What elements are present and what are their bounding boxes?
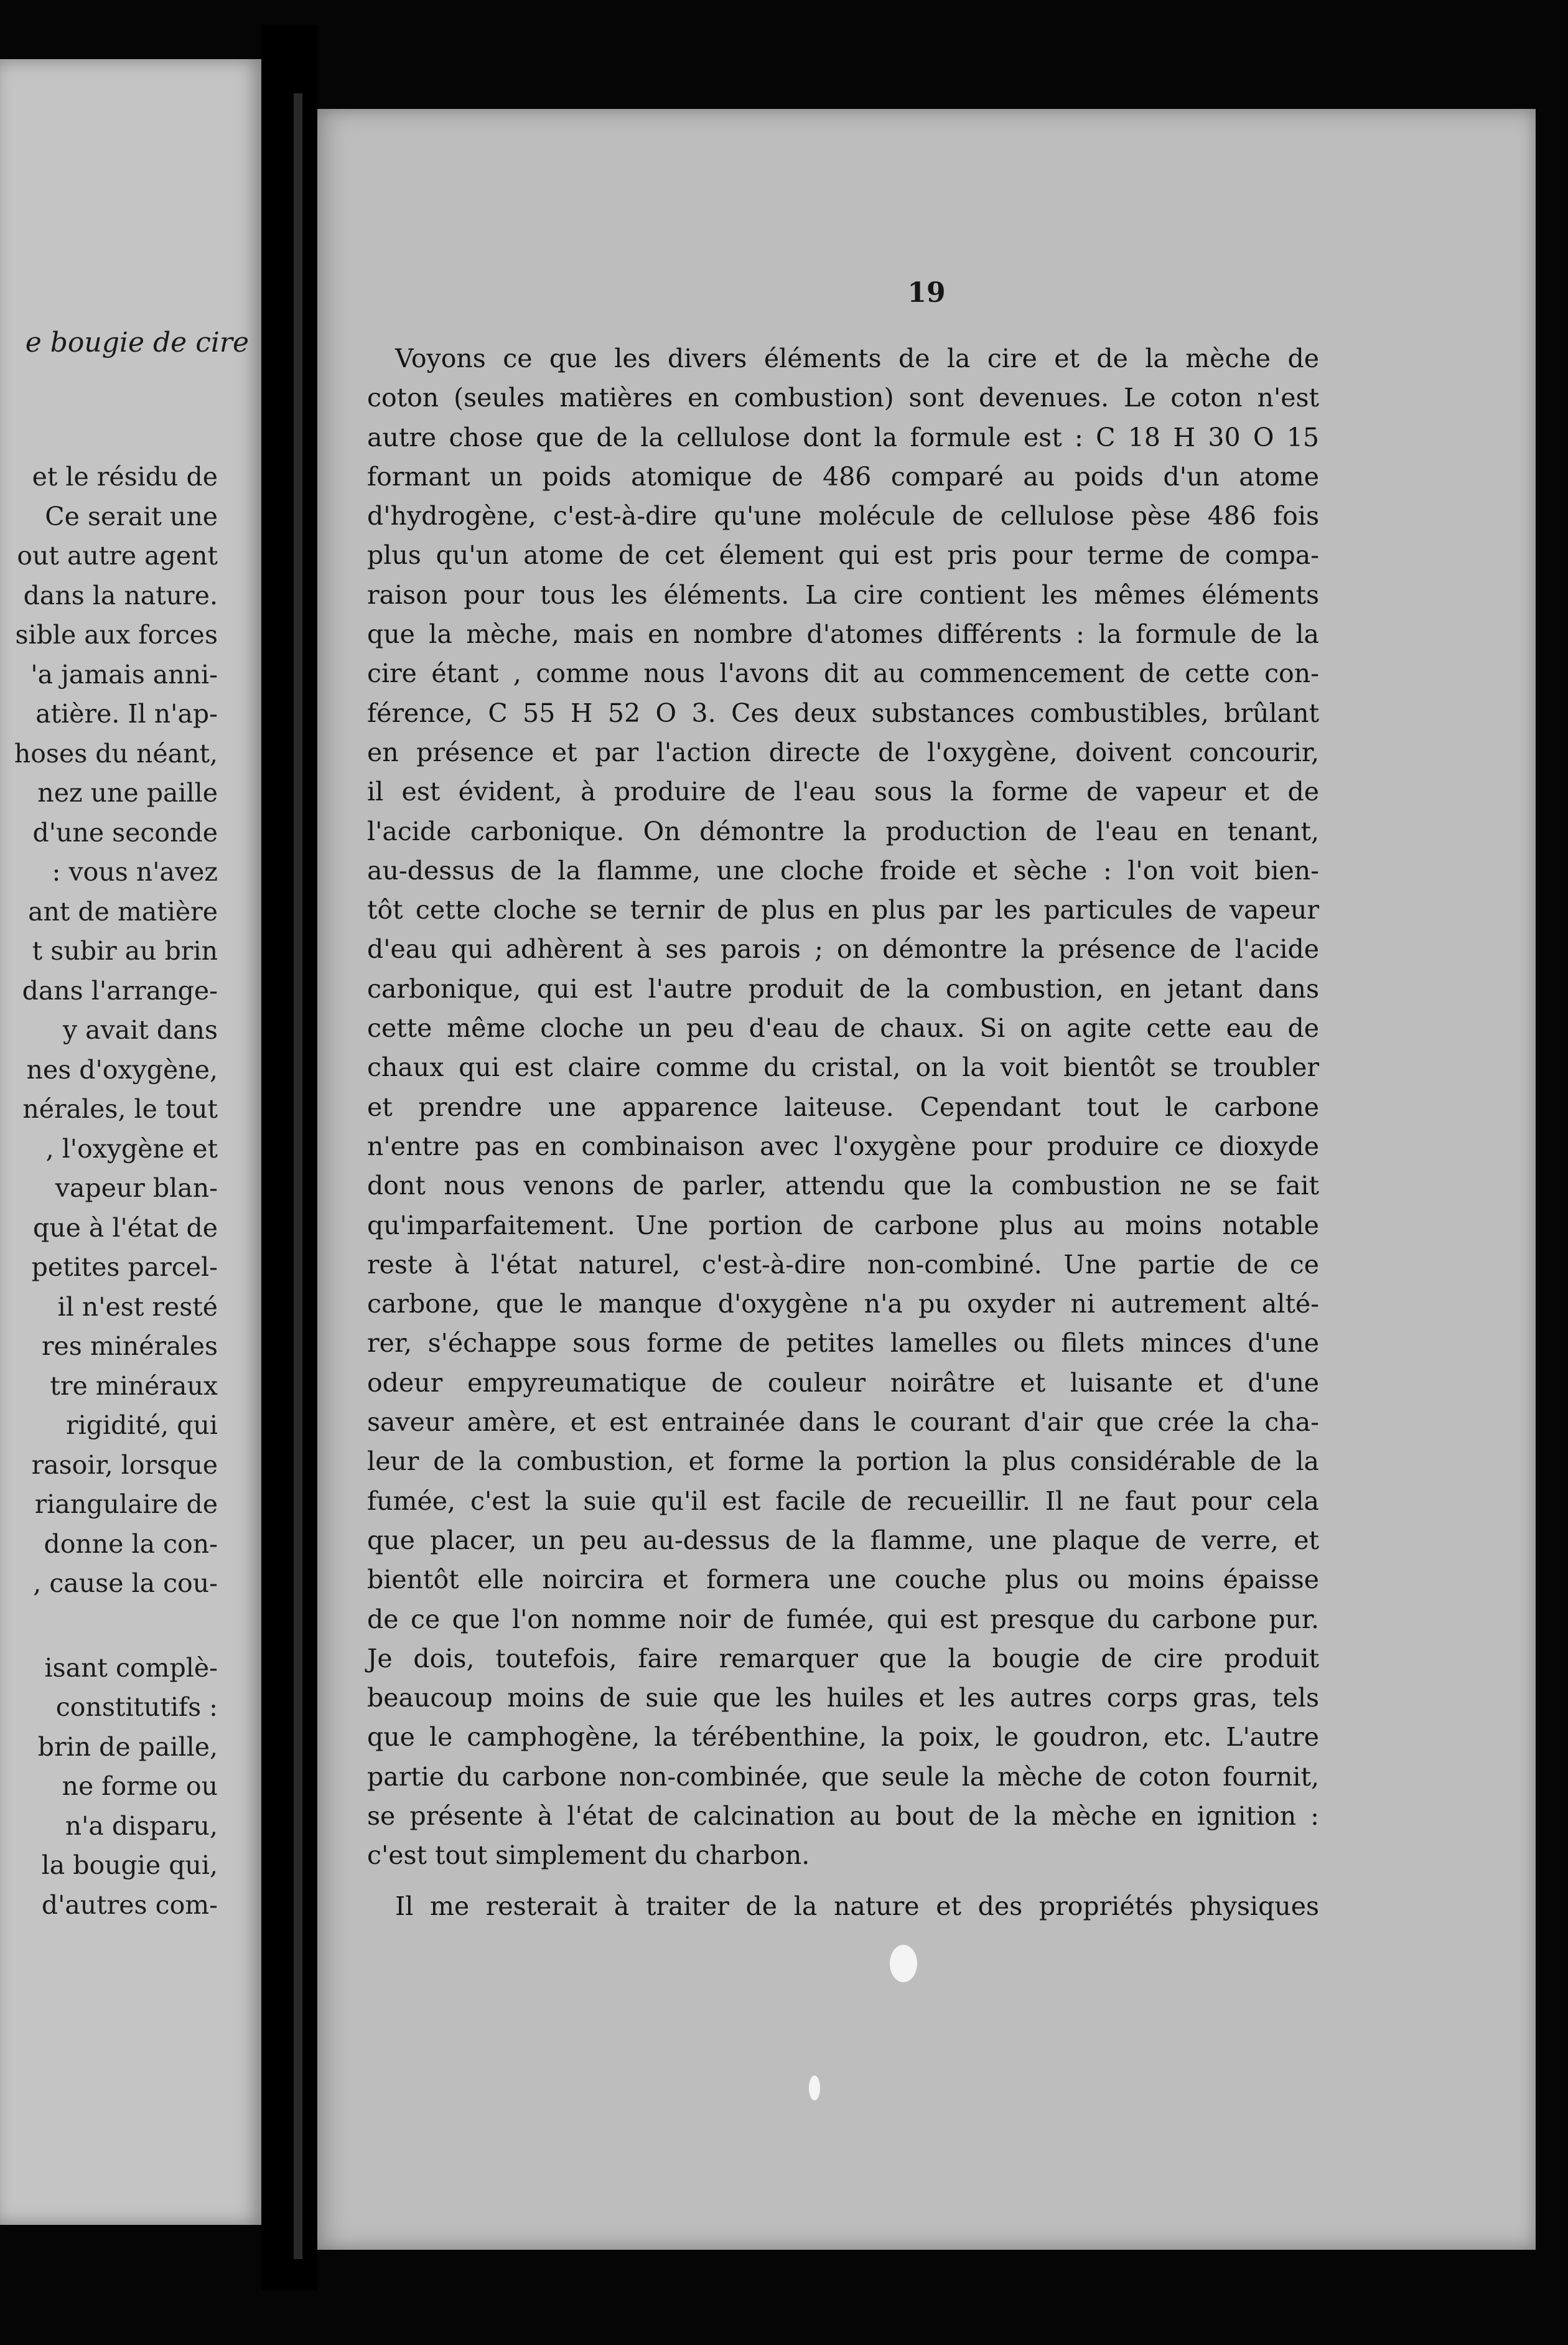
left-page-running-header: e bougie de cire <box>25 327 249 358</box>
left-page-line: et le résidu de <box>32 462 218 492</box>
text-line: que le camphogène, la térébenthine, la poix, le goudron, etc. L'autre <box>367 1722 1319 1753</box>
left-page-line: : vous n'avez <box>52 857 218 887</box>
text-line: chaux qui est claire comme du cristal, on la voit bientôt se troubler <box>367 1052 1319 1083</box>
left-page-line: y avait dans <box>62 1015 218 1045</box>
left-page-line: out autre agent <box>17 541 218 571</box>
text-line: d'hydrogène, c'est-à-dire qu'une molécule de cellulose pèse 486 fois <box>367 501 1319 531</box>
left-page-line: dans la nature. <box>23 580 218 611</box>
current-page <box>317 109 1536 2250</box>
left-page-line: , cause la cou- <box>33 1568 218 1598</box>
text-line: fumée, c'est la suie qu'il est facile de recueillir. Il ne faut pour cela <box>367 1486 1319 1516</box>
text-line: cette même cloche un peu d'eau de chaux. Si on agite cette eau de <box>367 1013 1319 1044</box>
left-page-line: n'a disparu, <box>65 1810 218 1841</box>
left-page-line: vapeur blan- <box>55 1173 218 1203</box>
text-line: qu'imparfaitement. Une portion de carbone plus au moins notable <box>367 1210 1319 1240</box>
text-line: formant un poids atomique de 486 comparé au poids d'un atome <box>367 461 1319 492</box>
text-line: que placer, un peu au-dessus de la flamme, une plaque de verre, et <box>367 1525 1319 1555</box>
left-page-line: nérales, le tout <box>22 1094 218 1124</box>
text-line: saveur amère, et est entrainée dans le courant d'air que crée la cha- <box>367 1407 1319 1438</box>
text-line: n'entre pas en combinaison avec l'oxygène pour produire ce dioxyde <box>367 1131 1319 1161</box>
left-page-line: dans l'arrange- <box>22 975 218 1006</box>
text-line: raison pour tous les éléments. La cire contient les mêmes éléments <box>367 579 1319 610</box>
paper-speck <box>890 1945 917 1982</box>
left-page-line: rasoir, lorsque <box>31 1449 218 1480</box>
text-line: rer, s'échappe sous forme de petites lamelles ou filets minces d'une <box>367 1328 1319 1359</box>
text-line: cire étant , comme nous l'avons dit au commencement de cette con- <box>367 658 1319 689</box>
text-line: odeur empyreumatique de couleur noirâtre et luisante et d'une <box>367 1367 1319 1398</box>
text-line: en présence et par l'action directe de l'oxygène, doivent concourir, <box>367 737 1319 767</box>
text-line: l'acide carbonique. On démontre la production de l'eau en tenant, <box>367 816 1319 846</box>
text-line: d'eau qui adhèrent à ses parois ; on démontre la présence de l'acide <box>367 934 1319 965</box>
text-line: se présente à l'état de calcination au bout de la mèche en ignition : <box>367 1800 1319 1831</box>
text-line: il est évident, à produire de l'eau sous la forme de vapeur et de <box>367 777 1319 807</box>
text-line: de ce que l'on nomme noir de fumée, qui est presque du carbone pur. <box>367 1604 1319 1634</box>
text-line: leur de la combustion, et forme la portion la plus considérable de la <box>367 1446 1319 1477</box>
left-page-line: isant complè- <box>44 1652 218 1683</box>
text-line: autre chose que de la cellulose dont la formule est : C 18 H 30 O 15 <box>367 422 1319 452</box>
left-page-line: d'une seconde <box>32 817 218 848</box>
text-line: et prendre une apparence laiteuse. Cependant tout le carbone <box>367 1092 1319 1122</box>
page-number: 19 <box>907 277 946 309</box>
text-line: bientôt elle noircira et formera une couche plus ou moins épaisse <box>367 1565 1319 1595</box>
left-page-line: il n'est resté <box>57 1291 218 1322</box>
book-gutter <box>261 25 317 2290</box>
left-page-text <box>0 457 218 1925</box>
left-page-line: t subir au brin <box>32 936 218 966</box>
text-line: tôt cette cloche se ternir de plus en plus par les particules de vapeur <box>367 895 1319 925</box>
paper-speck <box>809 2076 820 2100</box>
page-body-text <box>367 339 1319 1926</box>
previous-page <box>0 59 261 2225</box>
left-page-line: constitutifs : <box>55 1692 218 1722</box>
text-line: Je dois, toutefois, faire remarquer que la bougie de cire produit <box>367 1643 1319 1673</box>
left-page-line: nes d'oxygène, <box>26 1054 218 1085</box>
text-line: beaucoup moins de suie que les huiles et les autres corps gras, tels <box>367 1683 1319 1713</box>
left-page-line: petites parcel- <box>31 1252 218 1282</box>
binding-edge <box>294 93 302 2259</box>
left-page-line: nez une paille <box>37 778 218 808</box>
left-page-line: 'a jamais anni- <box>30 659 218 690</box>
left-page-line: ne forme ou <box>62 1771 218 1801</box>
left-page-line: hoses du néant, <box>14 738 218 769</box>
left-page-line: riangulaire de <box>34 1489 218 1519</box>
text-line: carbone, que le manque d'oxygène n'a pu oxyder ni autrement alté- <box>367 1289 1319 1319</box>
left-page-line: que à l'état de <box>32 1212 218 1243</box>
left-page-line: atière. Il n'ap- <box>35 699 218 729</box>
text-line: dont nous venons de parler, attendu que la combustion ne se fait <box>367 1171 1319 1201</box>
left-page-line: , l'oxygène et <box>45 1133 218 1164</box>
text-line: coton (seules matières en combustion) sont devenues. Le coton n'est <box>367 383 1319 413</box>
left-page-line: rigidité, qui <box>66 1410 218 1440</box>
left-page-line: sible aux forces <box>15 620 218 650</box>
text-line: c'est tout simplement du charbon. <box>367 1840 810 1871</box>
text-line: que la mèche, mais en nombre d'atomes différents : la formule de la <box>367 619 1319 650</box>
left-page-line: ant de matière <box>28 896 218 927</box>
left-page-line: brin de paille, <box>37 1731 218 1762</box>
left-page-line: la bougie qui, <box>41 1850 218 1880</box>
text-line: plus qu'un atome de cet élement qui est pris pour terme de compa- <box>367 540 1319 571</box>
left-page-line: d'autres com- <box>41 1889 218 1920</box>
left-page-line: tre minéraux <box>50 1370 218 1401</box>
left-page-line <box>0 1604 218 1649</box>
text-line: carbonique, qui est l'autre produit de la combustion, en jetant dans <box>367 973 1319 1004</box>
text-line: partie du carbone non-combinée, que seule la mèche de coton fournit, <box>367 1761 1319 1792</box>
left-page-line: Ce serait une <box>45 501 218 531</box>
text-line: Voyons ce que les divers éléments de la cire et de la mèche de <box>395 344 1319 373</box>
left-page-line: res minérales <box>41 1331 218 1361</box>
text-line: reste à l'état naturel, c'est-à-dire non-combiné. Une partie de ce <box>367 1249 1319 1280</box>
text-line: au-dessus de la flamme, une cloche froide et sèche : l'on voit bien- <box>367 855 1319 886</box>
text-line: férence, C 55 H 52 O 3. Ces deux substances combustibles, brûlant <box>367 698 1319 728</box>
left-page-line: donne la con- <box>44 1528 218 1559</box>
text-line: Il me resterait à traiter de la nature et des propriétés physiques <box>395 1891 1319 1921</box>
